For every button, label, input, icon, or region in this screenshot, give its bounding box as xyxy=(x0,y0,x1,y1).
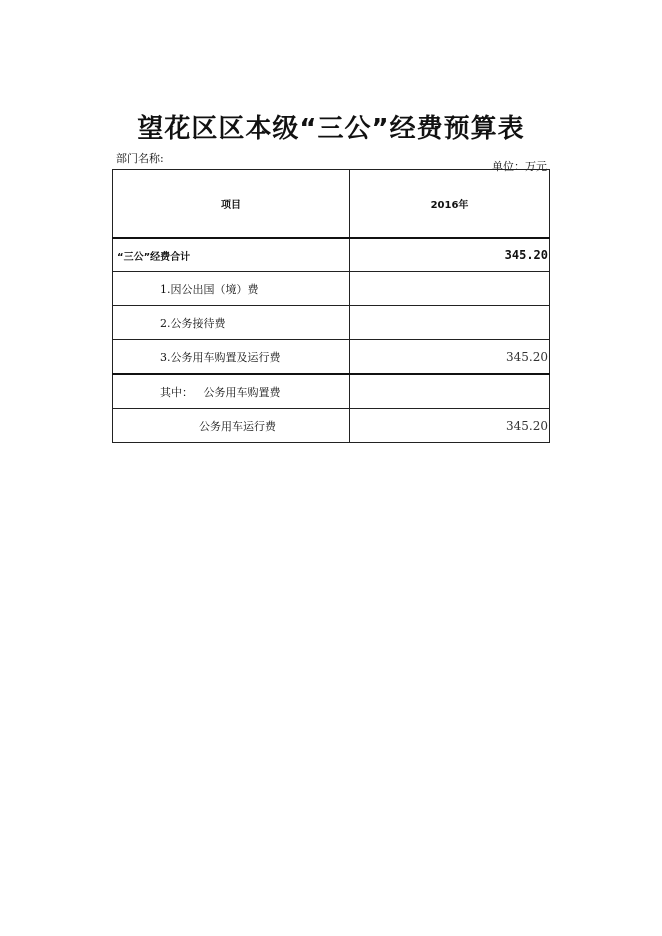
row-value-reception xyxy=(350,306,550,340)
table-row xyxy=(113,306,550,340)
unit-label: 单位：万元 xyxy=(492,160,547,173)
row-label-vehicle-operation: 公务用车运行费 xyxy=(113,409,350,443)
table-header-row xyxy=(113,170,550,239)
total-label: “三公”经费合计 xyxy=(113,238,350,272)
row-label-vehicle-purchase xyxy=(113,374,350,409)
budget-table xyxy=(112,169,550,443)
table-row xyxy=(113,374,550,409)
header-item: 项目 xyxy=(113,170,350,239)
department-label: 部门名称: xyxy=(116,152,164,165)
row-label-vehicle: 3.公务用车购置及运行费 xyxy=(113,340,350,375)
header-year: 2016年 xyxy=(350,170,550,239)
row-value-vehicle-purchase xyxy=(350,374,550,409)
table-row xyxy=(113,409,550,443)
page-title: 望花区区本级“三公”经费预算表 xyxy=(137,114,525,144)
row-label-travel: 1.因公出国（境）费 xyxy=(113,272,350,306)
row-value-vehicle-operation: 345.20 xyxy=(350,409,550,443)
sub-prefix: 其中： xyxy=(160,385,193,399)
row-value-vehicle: 345.20 xyxy=(350,340,550,375)
total-row xyxy=(113,238,550,272)
table-row xyxy=(113,272,550,306)
table-row xyxy=(113,340,550,375)
total-value: 345.20 xyxy=(350,238,550,272)
row-value-travel xyxy=(350,272,550,306)
vehicle-purchase-label: 公务用车购置费 xyxy=(203,385,281,399)
row-label-reception: 2.公务接待费 xyxy=(113,306,350,340)
